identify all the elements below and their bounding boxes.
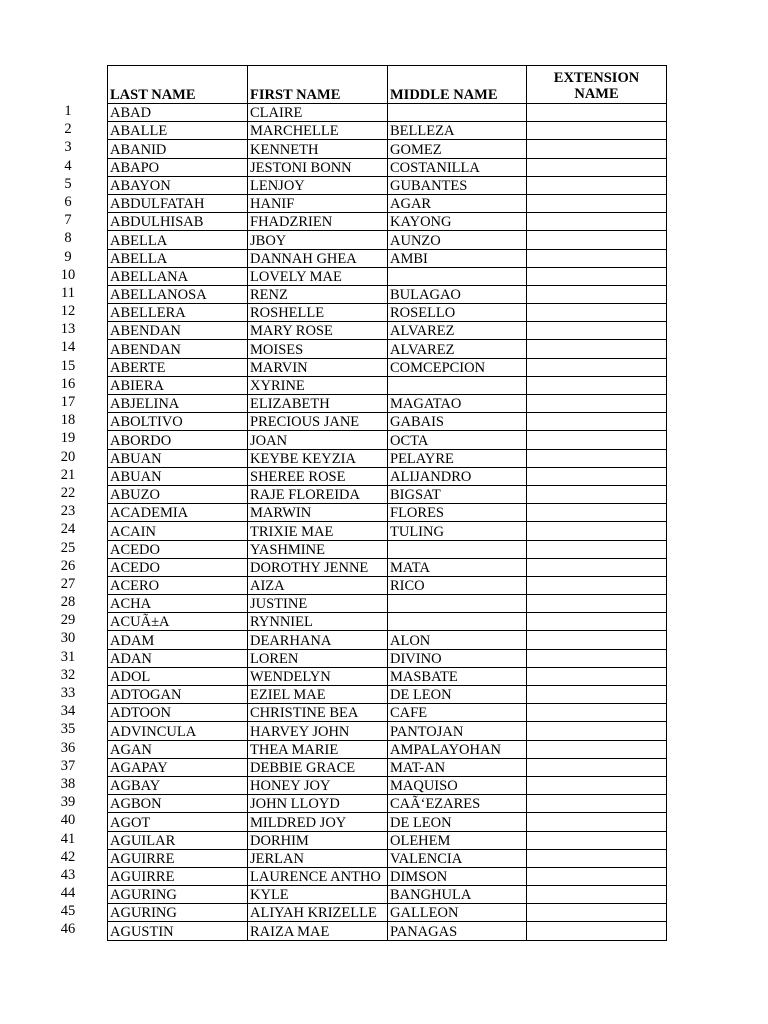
last-name-cell: ABOLTIVO [108, 413, 248, 431]
first-name-cell: LOREN [248, 649, 388, 667]
extension-name-cell [527, 831, 667, 849]
extension-name-cell [527, 104, 667, 122]
last-name-cell: ACHA [108, 595, 248, 613]
middle-name-cell: DIVINO [388, 649, 527, 667]
row-number: 24 [60, 521, 76, 538]
extension-name-cell [527, 740, 667, 758]
middle-name-cell: GABAIS [388, 413, 527, 431]
extension-name-cell [527, 667, 667, 685]
row-number: 13 [60, 321, 76, 338]
middle-name-cell: PELAYRE [388, 449, 527, 467]
row-number: 44 [60, 885, 76, 902]
first-name-cell: EZIEL MAE [248, 686, 388, 704]
table-row [108, 886, 667, 904]
middle-name-cell: GUBANTES [388, 176, 527, 194]
last-name-cell: ACADEMIA [108, 504, 248, 522]
extension-name-cell [527, 504, 667, 522]
last-name-cell: AGOT [108, 813, 248, 831]
last-name-cell: ACERO [108, 576, 248, 594]
row-number: 21 [60, 466, 76, 483]
table-row [108, 449, 667, 467]
middle-name-cell: BIGSAT [388, 485, 527, 503]
row-number: 2 [64, 121, 72, 138]
last-name-cell: ADAN [108, 649, 248, 667]
first-name-cell: DEARHANA [248, 631, 388, 649]
table-row [108, 467, 667, 485]
row-number: 5 [64, 175, 72, 192]
roster-body [108, 104, 667, 941]
middle-name-cell: BELLEZA [388, 122, 527, 140]
row-number: 33 [60, 685, 76, 701]
row-number: 23 [60, 503, 76, 520]
first-name-cell: HONEY JOY [248, 776, 388, 794]
last-name-cell: ACAIN [108, 522, 248, 540]
row-number: 7 [64, 212, 72, 229]
row-number: 8 [64, 230, 72, 247]
first-name-cell: HANIF [248, 194, 388, 212]
first-name-cell: TRIXIE MAE [248, 522, 388, 540]
middle-name-cell: OLEHEM [388, 831, 527, 849]
table-row [108, 667, 667, 685]
last-name-cell: ABELLERA [108, 304, 248, 322]
row-number: 35 [60, 721, 76, 738]
last-name-cell: AGAN [108, 740, 248, 758]
last-name-cell: ABUAN [108, 467, 248, 485]
middle-name-cell: COSTANILLA [388, 158, 527, 176]
last-name-cell: AGUIRRE [108, 849, 248, 867]
first-name-cell: DOROTHY JENNE [248, 558, 388, 576]
extension-name-cell [527, 704, 667, 722]
middle-name-cell: COMCEPCION [388, 358, 527, 376]
table-row [108, 104, 667, 122]
first-name-cell: MILDRED JOY [248, 813, 388, 831]
last-name-cell: ABUZO [108, 485, 248, 503]
middle-name-cell: AMPALAYOHAN [388, 740, 527, 758]
middle-name-cell [388, 104, 527, 122]
table-row [108, 631, 667, 649]
last-name-cell: ABENDAN [108, 322, 248, 340]
row-number: 11 [61, 284, 75, 301]
last-name-cell: ADVINCULA [108, 722, 248, 740]
header-last-name: LAST NAME [108, 66, 248, 104]
table-row [108, 740, 667, 758]
table-row [108, 867, 667, 885]
extension-name-cell [527, 795, 667, 813]
middle-name-cell: DIMSON [388, 867, 527, 885]
first-name-cell: JOHN LLOYD [248, 795, 388, 813]
table-row [108, 540, 667, 558]
middle-name-cell: MATA [388, 558, 527, 576]
header-row [108, 66, 667, 104]
last-name-cell: ABAYON [108, 176, 248, 194]
row-number: 20 [60, 448, 76, 465]
middle-name-cell: PANAGAS [388, 922, 527, 940]
middle-name-cell: RICO [388, 576, 527, 594]
table-row [108, 213, 667, 231]
first-name-cell: WENDELYN [248, 667, 388, 685]
extension-name-cell [527, 576, 667, 594]
last-name-cell: ACUÃ±A [108, 613, 248, 631]
first-name-cell: JERLAN [248, 849, 388, 867]
last-name-cell: ABIERA [108, 376, 248, 394]
table-row [108, 231, 667, 249]
table-row [108, 485, 667, 503]
extension-name-cell [527, 413, 667, 431]
row-number: 36 [60, 739, 76, 756]
first-name-cell: DANNAH GHEA [248, 249, 388, 267]
row-number: 45 [60, 903, 76, 920]
table-row [108, 922, 667, 940]
last-name-cell: ABDULHISAB [108, 213, 248, 231]
last-name-cell: ABJELINA [108, 395, 248, 413]
extension-name-cell [527, 449, 667, 467]
table-row [108, 267, 667, 285]
first-name-cell: KYLE [248, 886, 388, 904]
extension-name-cell [527, 158, 667, 176]
extension-name-cell [527, 267, 667, 285]
table-row [108, 322, 667, 340]
table-row [108, 613, 667, 631]
row-number: 27 [60, 575, 76, 592]
last-name-cell: ABELLA [108, 231, 248, 249]
last-name-cell: AGAPAY [108, 758, 248, 776]
middle-name-cell: MAT-AN [388, 758, 527, 776]
middle-name-cell: BANGHULA [388, 886, 527, 904]
extension-name-cell [527, 776, 667, 794]
first-name-cell: FHADZRIEN [248, 213, 388, 231]
extension-name-cell [527, 231, 667, 249]
table-row [108, 686, 667, 704]
row-number: 39 [60, 794, 76, 811]
row-number: 26 [60, 557, 76, 574]
table-row [108, 704, 667, 722]
middle-name-cell: BULAGAO [388, 285, 527, 303]
first-name-cell: CHRISTINE BEA [248, 704, 388, 722]
extension-name-cell [527, 631, 667, 649]
extension-name-cell [527, 213, 667, 231]
last-name-cell: AGUILAR [108, 831, 248, 849]
row-number: 41 [60, 830, 76, 847]
first-name-cell: XYRINE [248, 376, 388, 394]
extension-name-cell [527, 649, 667, 667]
first-name-cell: LOVELY MAE [248, 267, 388, 285]
row-number: 25 [60, 539, 76, 556]
table-row [108, 795, 667, 813]
middle-name-cell: TULING [388, 522, 527, 540]
middle-name-cell: ALIJANDRO [388, 467, 527, 485]
first-name-cell: JUSTINE [248, 595, 388, 613]
row-number: 17 [60, 394, 76, 410]
table-row [108, 649, 667, 667]
first-name-cell: AIZA [248, 576, 388, 594]
middle-name-cell: ROSELLO [388, 304, 527, 322]
extension-name-cell [527, 922, 667, 940]
extension-name-cell [527, 194, 667, 212]
row-number: 29 [60, 612, 76, 629]
first-name-cell: CLAIRE [248, 104, 388, 122]
row-number: 46 [60, 921, 76, 938]
extension-name-cell [527, 485, 667, 503]
header-middle-name: MIDDLE NAME [388, 66, 527, 104]
table-row [108, 831, 667, 849]
row-number: 19 [60, 430, 76, 447]
row-number: 4 [64, 157, 72, 174]
last-name-cell: ADOL [108, 667, 248, 685]
first-name-cell: KENNETH [248, 140, 388, 158]
last-name-cell: AGUIRRE [108, 867, 248, 885]
row-number: 15 [60, 357, 76, 374]
middle-name-cell: CAÃ‘EZARES [388, 795, 527, 813]
table-row [108, 340, 667, 358]
row-number: 40 [60, 812, 76, 829]
last-name-cell: AGUSTIN [108, 922, 248, 940]
extension-name-cell [527, 249, 667, 267]
table-row [108, 376, 667, 394]
extension-name-cell [527, 540, 667, 558]
middle-name-cell: OCTA [388, 431, 527, 449]
table-row [108, 522, 667, 540]
row-number: 43 [60, 866, 76, 883]
last-name-cell: ABELLA [108, 249, 248, 267]
extension-name-cell [527, 122, 667, 140]
extension-name-cell [527, 758, 667, 776]
extension-name-cell [527, 322, 667, 340]
last-name-cell: ABDULFATAH [108, 194, 248, 212]
extension-name-cell [527, 467, 667, 485]
middle-name-cell: DE LEON [388, 813, 527, 831]
middle-name-cell: ALON [388, 631, 527, 649]
first-name-cell: JESTONI BONN [248, 158, 388, 176]
table-row [108, 558, 667, 576]
name-roster-table [107, 65, 667, 941]
middle-name-cell [388, 595, 527, 613]
extension-name-cell [527, 904, 667, 922]
table-row [108, 576, 667, 594]
row-number: 18 [60, 412, 76, 429]
extension-name-cell [527, 522, 667, 540]
last-name-cell: ADTOGAN [108, 686, 248, 704]
extension-name-cell [527, 813, 667, 831]
middle-name-cell: AMBI [388, 249, 527, 267]
last-name-cell: ABELLANOSA [108, 285, 248, 303]
row-number: 3 [64, 139, 72, 156]
last-name-cell: ABORDO [108, 431, 248, 449]
extension-name-cell [527, 686, 667, 704]
extension-name-cell [527, 340, 667, 358]
row-number: 12 [60, 303, 76, 320]
extension-name-cell [527, 595, 667, 613]
row-number: 10 [60, 266, 76, 283]
extension-name-cell [527, 376, 667, 394]
table-row [108, 595, 667, 613]
extension-name-cell [527, 304, 667, 322]
first-name-cell: RAIZA MAE [248, 922, 388, 940]
last-name-cell: ABENDAN [108, 340, 248, 358]
row-number: 37 [60, 757, 76, 774]
table-row [108, 249, 667, 267]
extension-name-cell [527, 558, 667, 576]
table-row [108, 285, 667, 303]
last-name-cell: ABAD [108, 104, 248, 122]
last-name-cell: ACEDO [108, 540, 248, 558]
first-name-cell: ALIYAH KRIZELLE [248, 904, 388, 922]
middle-name-cell: CAFE [388, 704, 527, 722]
middle-name-cell [388, 376, 527, 394]
middle-name-cell: DE LEON [388, 686, 527, 704]
last-name-cell: AGURING [108, 886, 248, 904]
first-name-cell: ELIZABETH [248, 395, 388, 413]
row-number: 6 [64, 193, 72, 210]
row-number: 16 [60, 375, 76, 392]
row-number: 31 [60, 648, 76, 665]
middle-name-cell: AGAR [388, 194, 527, 212]
extension-name-cell [527, 140, 667, 158]
first-name-cell: LENJOY [248, 176, 388, 194]
extension-name-cell [527, 613, 667, 631]
last-name-cell: AGURING [108, 904, 248, 922]
row-number: 22 [60, 484, 76, 501]
first-name-cell: MARCHELLE [248, 122, 388, 140]
extension-name-cell [527, 176, 667, 194]
first-name-cell: JBOY [248, 231, 388, 249]
first-name-cell: MARWIN [248, 504, 388, 522]
table-row [108, 431, 667, 449]
last-name-cell: ABERTE [108, 358, 248, 376]
extension-name-cell [527, 849, 667, 867]
first-name-cell: MOISES [248, 340, 388, 358]
table-row [108, 122, 667, 140]
row-number: 42 [60, 848, 76, 865]
middle-name-cell: PANTOJAN [388, 722, 527, 740]
last-name-cell: AGBON [108, 795, 248, 813]
row-number: 34 [60, 703, 76, 720]
table-row [108, 358, 667, 376]
middle-name-cell: GALLEON [388, 904, 527, 922]
row-number: 28 [60, 594, 76, 611]
extension-name-cell [527, 722, 667, 740]
middle-name-cell: AUNZO [388, 231, 527, 249]
middle-name-cell: GOMEZ [388, 140, 527, 158]
middle-name-cell: FLORES [388, 504, 527, 522]
table-row [108, 904, 667, 922]
table-row [108, 722, 667, 740]
first-name-cell: KEYBE KEYZIA [248, 449, 388, 467]
last-name-cell: ABANID [108, 140, 248, 158]
row-number: 14 [60, 339, 76, 356]
first-name-cell: JOAN [248, 431, 388, 449]
table-row [108, 758, 667, 776]
first-name-cell: THEA MARIE [248, 740, 388, 758]
middle-name-cell [388, 267, 527, 285]
table-row [108, 813, 667, 831]
last-name-cell: ADTOON [108, 704, 248, 722]
first-name-cell: ROSHELLE [248, 304, 388, 322]
extension-name-cell [527, 358, 667, 376]
header-first-name: FIRST NAME [248, 66, 388, 104]
middle-name-cell: ALVAREZ [388, 322, 527, 340]
extension-name-cell [527, 867, 667, 885]
row-number: 30 [60, 630, 76, 647]
first-name-cell: DORHIM [248, 831, 388, 849]
extension-name-cell [527, 285, 667, 303]
middle-name-cell: MASBATE [388, 667, 527, 685]
last-name-cell: ADAM [108, 631, 248, 649]
first-name-cell: PRECIOUS JANE [248, 413, 388, 431]
last-name-cell: ACEDO [108, 558, 248, 576]
first-name-cell: RAJE FLOREIDA [248, 485, 388, 503]
header-extension-name: EXTENSION NAME [527, 66, 667, 104]
extension-name-cell [527, 395, 667, 413]
first-name-cell: RENZ [248, 285, 388, 303]
extension-name-cell [527, 886, 667, 904]
first-name-cell: HARVEY JOHN [248, 722, 388, 740]
table-row [108, 776, 667, 794]
middle-name-cell: KAYONG [388, 213, 527, 231]
table-row [108, 176, 667, 194]
first-name-cell: SHEREE ROSE [248, 467, 388, 485]
row-number: 9 [64, 248, 72, 265]
extension-name-cell [527, 431, 667, 449]
first-name-cell: MARY ROSE [248, 322, 388, 340]
table-row [108, 395, 667, 413]
middle-name-cell: MAGATAO [388, 395, 527, 413]
middle-name-cell [388, 540, 527, 558]
first-name-cell: YASHMINE [248, 540, 388, 558]
row-number: 1 [64, 103, 72, 119]
first-name-cell: RYNNIEL [248, 613, 388, 631]
row-number: 32 [60, 666, 76, 683]
middle-name-cell: MAQUISO [388, 776, 527, 794]
last-name-cell: AGBAY [108, 776, 248, 794]
first-name-cell: MARVIN [248, 358, 388, 376]
table-row [108, 158, 667, 176]
last-name-cell: ABAPO [108, 158, 248, 176]
table-row [108, 504, 667, 522]
row-number-column [40, 102, 96, 939]
table-row [108, 413, 667, 431]
last-name-cell: ABUAN [108, 449, 248, 467]
table-row [108, 304, 667, 322]
last-name-cell: ABELLANA [108, 267, 248, 285]
row-number: 38 [60, 775, 76, 792]
first-name-cell: LAURENCE ANTHO [248, 867, 388, 885]
table-row [108, 194, 667, 212]
middle-name-cell: VALENCIA [388, 849, 527, 867]
table-row [108, 849, 667, 867]
table-row [108, 140, 667, 158]
last-name-cell: ABALLE [108, 122, 248, 140]
middle-name-cell: ALVAREZ [388, 340, 527, 358]
middle-name-cell [388, 613, 527, 631]
first-name-cell: DEBBIE GRACE [248, 758, 388, 776]
